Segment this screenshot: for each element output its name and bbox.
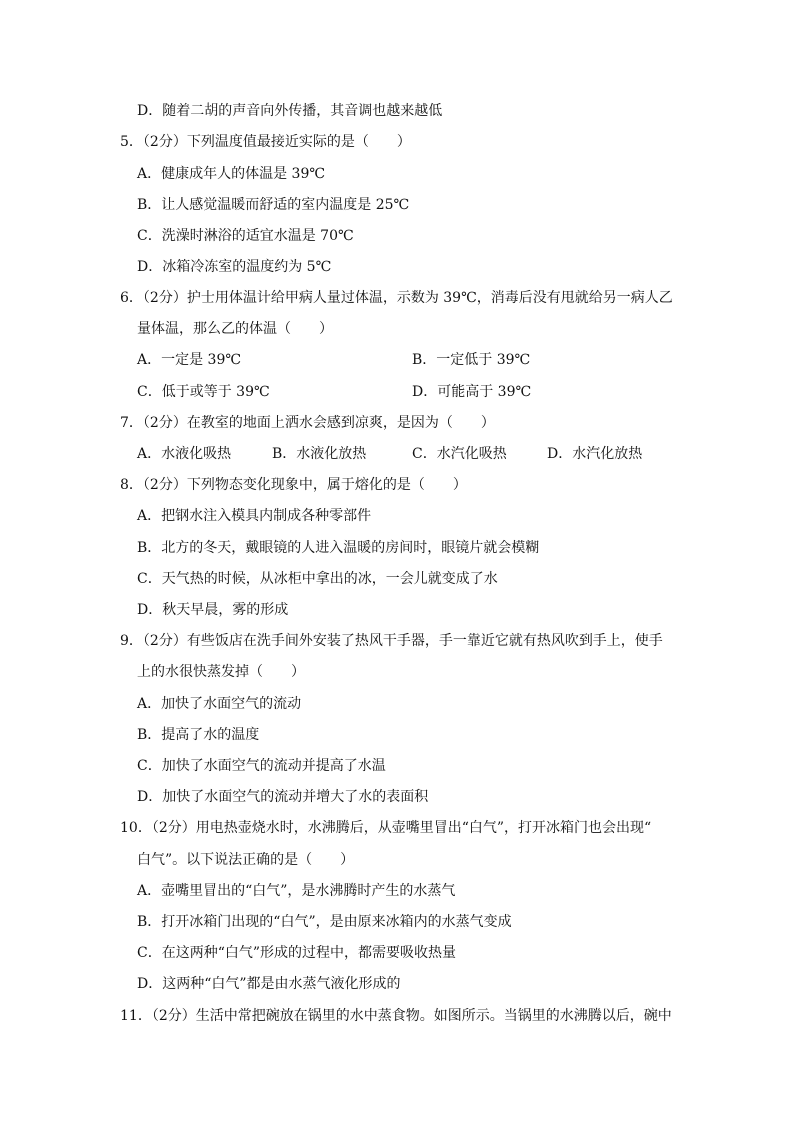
- q4-option-d: D．随着二胡的声音向外传播，其音调也越来越低: [137, 103, 443, 119]
- q7-option-b: B．水液化放热: [272, 446, 367, 462]
- q8-option-b: B．北方的冬天，戴眼镜的人进入温暖的房间时，眼镜片就会模糊: [137, 540, 540, 556]
- q10-option-c: C．在这两种“白气”形成的过程中，都需要吸收热量: [137, 945, 457, 961]
- q9-option-b: B．提高了水的温度: [137, 727, 260, 743]
- q8-option-d: D．秋天早晨，雾的形成: [137, 602, 289, 618]
- q10-option-a: A．壶嘴里冒出的“白气”，是水沸腾时产生的水蒸气: [137, 883, 456, 899]
- q6-option-b: B．一定低于 39℃: [412, 352, 531, 368]
- q7-option-c: C．水汽化吸热: [412, 446, 507, 462]
- q10-stem-line1: 10．（2分）用电热壶烧水时，水沸腾后，从壶嘴里冒出“白气”，打开冰箱门也会出现“: [120, 820, 652, 836]
- q7-option-d: D．水汽化放热: [547, 446, 643, 462]
- q10-option-d: D．这两种“白气”都是由水蒸气液化形成的: [137, 976, 401, 992]
- q10-stem-line2: 白气”。以下说法正确的是（ ）: [137, 852, 355, 868]
- q5-option-c: C．洗澡时淋浴的适宜水温是 70℃: [137, 228, 354, 244]
- q6-stem-line2: 量体温，那么乙的体温（ ）: [137, 321, 333, 337]
- q9-option-a: A．加快了水面空气的流动: [137, 696, 302, 712]
- q8-stem: 8．（2分）下列物态变化现象中，属于熔化的是（ ）: [120, 477, 467, 493]
- q9-option-c: C．加快了水面空气的流动并提高了水温: [137, 758, 386, 774]
- q10-option-b: B．打开冰箱门出现的“白气”，是由原来冰箱内的水蒸气变成: [137, 914, 512, 930]
- q6-option-c: C．低于或等于 39℃: [137, 384, 270, 400]
- q6-option-a: A．一定是 39℃: [137, 352, 242, 368]
- q8-option-a: A．把钢水注入模具内制成各种零部件: [137, 508, 372, 524]
- q6-stem-line1: 6．（2分）护士用体温计给甲病人量过体温，示数为 39℃，消毒后没有甩就给另一病人乙: [120, 290, 673, 306]
- q8-option-c: C．天气热的时候，从冰柜中拿出的冰，一会儿就变成了水: [137, 571, 498, 587]
- q5-option-b: B．让人感觉温暖而舒适的室内温度是 25℃: [137, 197, 410, 213]
- q9-option-d: D．加快了水面空气的流动并增大了水的表面积: [137, 789, 429, 805]
- q9-stem-line1: 9．（2分）有些饭店在洗手间外安装了热风干手器，手一靠近它就有热风吹到手上，使手: [120, 633, 663, 649]
- q5-option-a: A．健康成年人的体温是 39℃: [137, 166, 326, 182]
- q7-stem: 7．（2分）在教室的地面上洒水会感到凉爽，是因为（ ）: [120, 415, 495, 431]
- q9-stem-line2: 上的水很快蒸发掉（ ）: [137, 664, 305, 680]
- q7-option-a: A．水液化吸热: [137, 446, 232, 462]
- q11-stem-line1: 11．（2分）生活中常把碗放在锅里的水中蒸食物。如图所示。当锅里的水沸腾以后，碗中: [120, 1008, 672, 1024]
- q5-option-d: D．冰箱冷冻室的温度约为 5℃: [137, 259, 332, 275]
- q5-stem: 5．（2分）下列温度值最接近实际的是（ ）: [120, 134, 411, 150]
- q6-option-d: D．可能高于 39℃: [412, 384, 532, 400]
